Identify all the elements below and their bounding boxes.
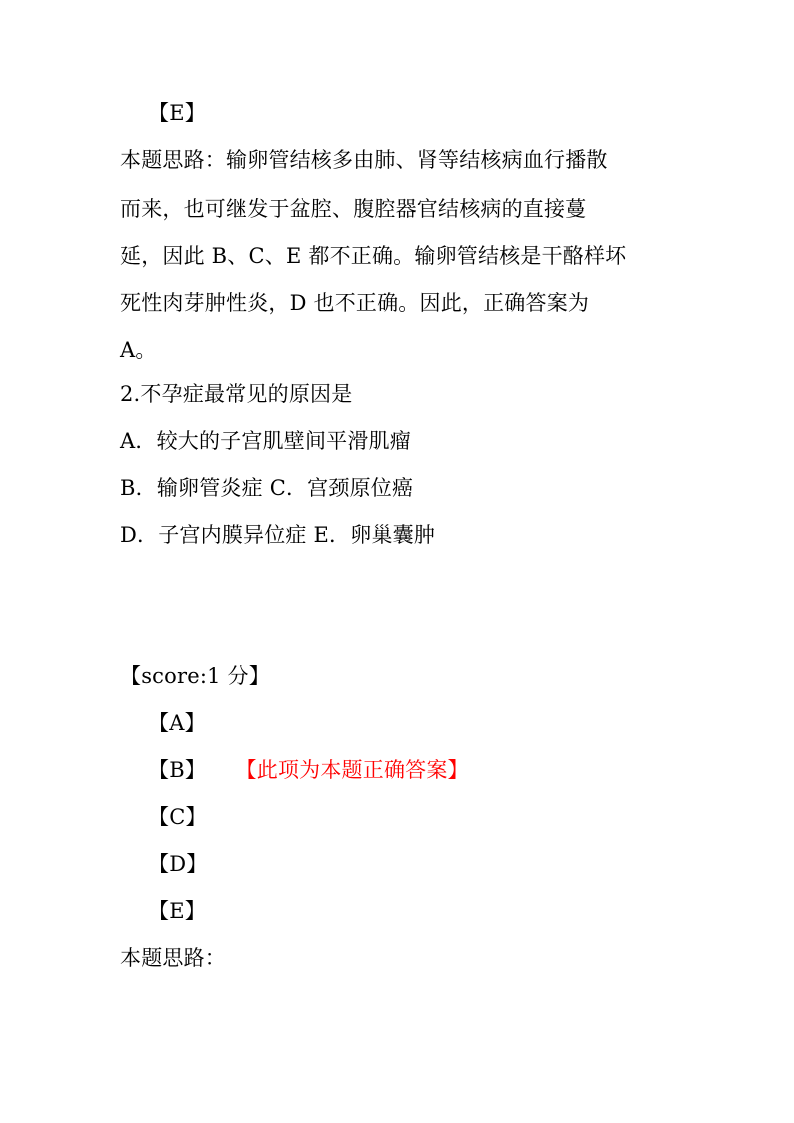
prev-explanation-line-3: 延，因此 B、C、E 都不正确。输卵管结核是干酪样坏 [120, 244, 627, 268]
choice-line-2: B．输卵管炎症 C．宫颈原位癌 [120, 476, 414, 500]
prev-explanation-line-4: 死性肉芽肿性炎，D 也不正确。因此，正确答案为 [120, 291, 590, 315]
explanation-label: 本题思路： [120, 946, 226, 970]
option-c: 【C】 [148, 805, 207, 829]
option-b-row [148, 756, 469, 784]
score-label: 【score:1 分】 [120, 664, 270, 688]
prev-explanation-line-5: A。 [120, 338, 157, 362]
option-a: 【A】 [148, 711, 206, 735]
option-b: 【B】 [148, 758, 207, 782]
prev-option-e: 【E】 [148, 101, 206, 125]
question-title: 2.不孕症最常见的原因是 [120, 382, 353, 406]
option-e: 【E】 [148, 899, 206, 923]
prev-explanation-line-1: 本题思路：输卵管结核多由肺、肾等结核病血行播散 [120, 148, 608, 172]
choice-line-1: A．较大的子宫肌壁间平滑肌瘤 [120, 429, 411, 453]
correct-answer-mark: 【此项为本题正确答案】 [246, 758, 469, 782]
prev-explanation-line-2: 而来，也可继发于盆腔、腹腔器官结核病的直接蔓 [120, 197, 587, 221]
option-d: 【D】 [148, 852, 208, 876]
choice-line-3: D．子宫内膜异位症 E．卵巢囊肿 [120, 523, 436, 547]
